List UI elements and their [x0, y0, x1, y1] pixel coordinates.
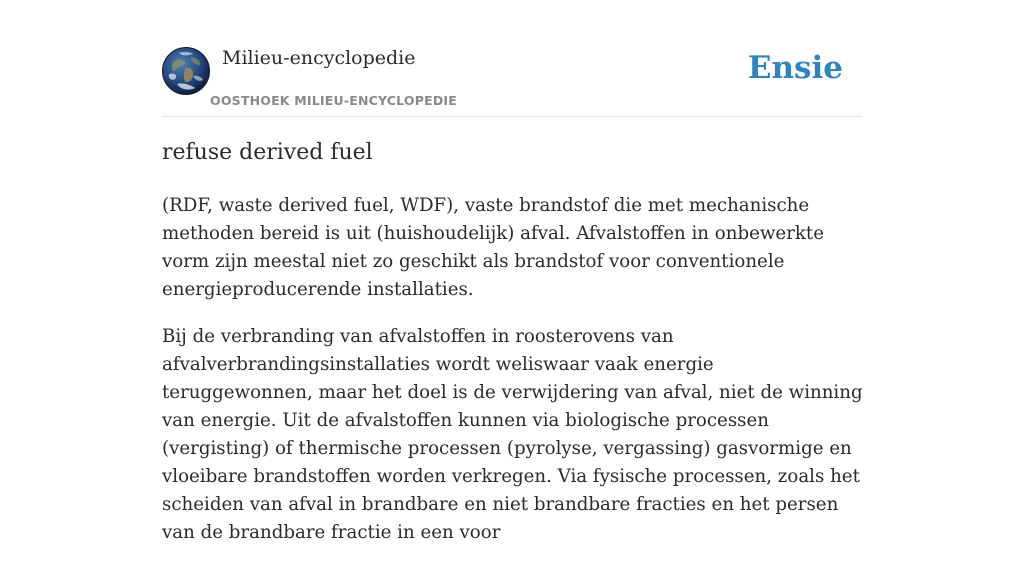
site-header	[162, 46, 862, 117]
earth-globe-icon[interactable]	[162, 47, 210, 95]
brand-logo-link[interactable]: Ensie	[747, 50, 843, 86]
article-paragraph: (RDF, waste derived fuel, WDF), vaste brandstof die met mechanische methoden bereid is uit (huishoudelijk) afval. Afvalstoffen in onbewerkte vorm zijn meestal niet zo geschikt als brandstof voor conventionele energieproducerende installaties.	[162, 195, 824, 300]
site-title[interactable]: Milieu-encyclopedie	[222, 47, 416, 69]
page-title: refuse derived fuel	[162, 140, 373, 165]
site-subtitle: OOSTHOEK MILIEU-ENCYCLOPEDIE	[210, 93, 457, 108]
article-body	[162, 192, 864, 566]
article-paragraph: Bij de verbranding van afvalstoffen in roosterovens van afvalverbrandingsinstallaties wordt weliswaar vaak energie teruggewonnen, maar het doel is de verwijdering van afval, niet de winning van energie. Uit de afvalstoffen kunnen via biologische processen (vergisting) of thermische processen (pyrolyse, vergassing) gasvormige en vloeibare brandstoffen worden verkregen. Via fysische processen, zoals het scheiden van afval in brandbare en niet brandbare fracties en het persen van de brandbare fractie in een voor	[162, 326, 863, 543]
